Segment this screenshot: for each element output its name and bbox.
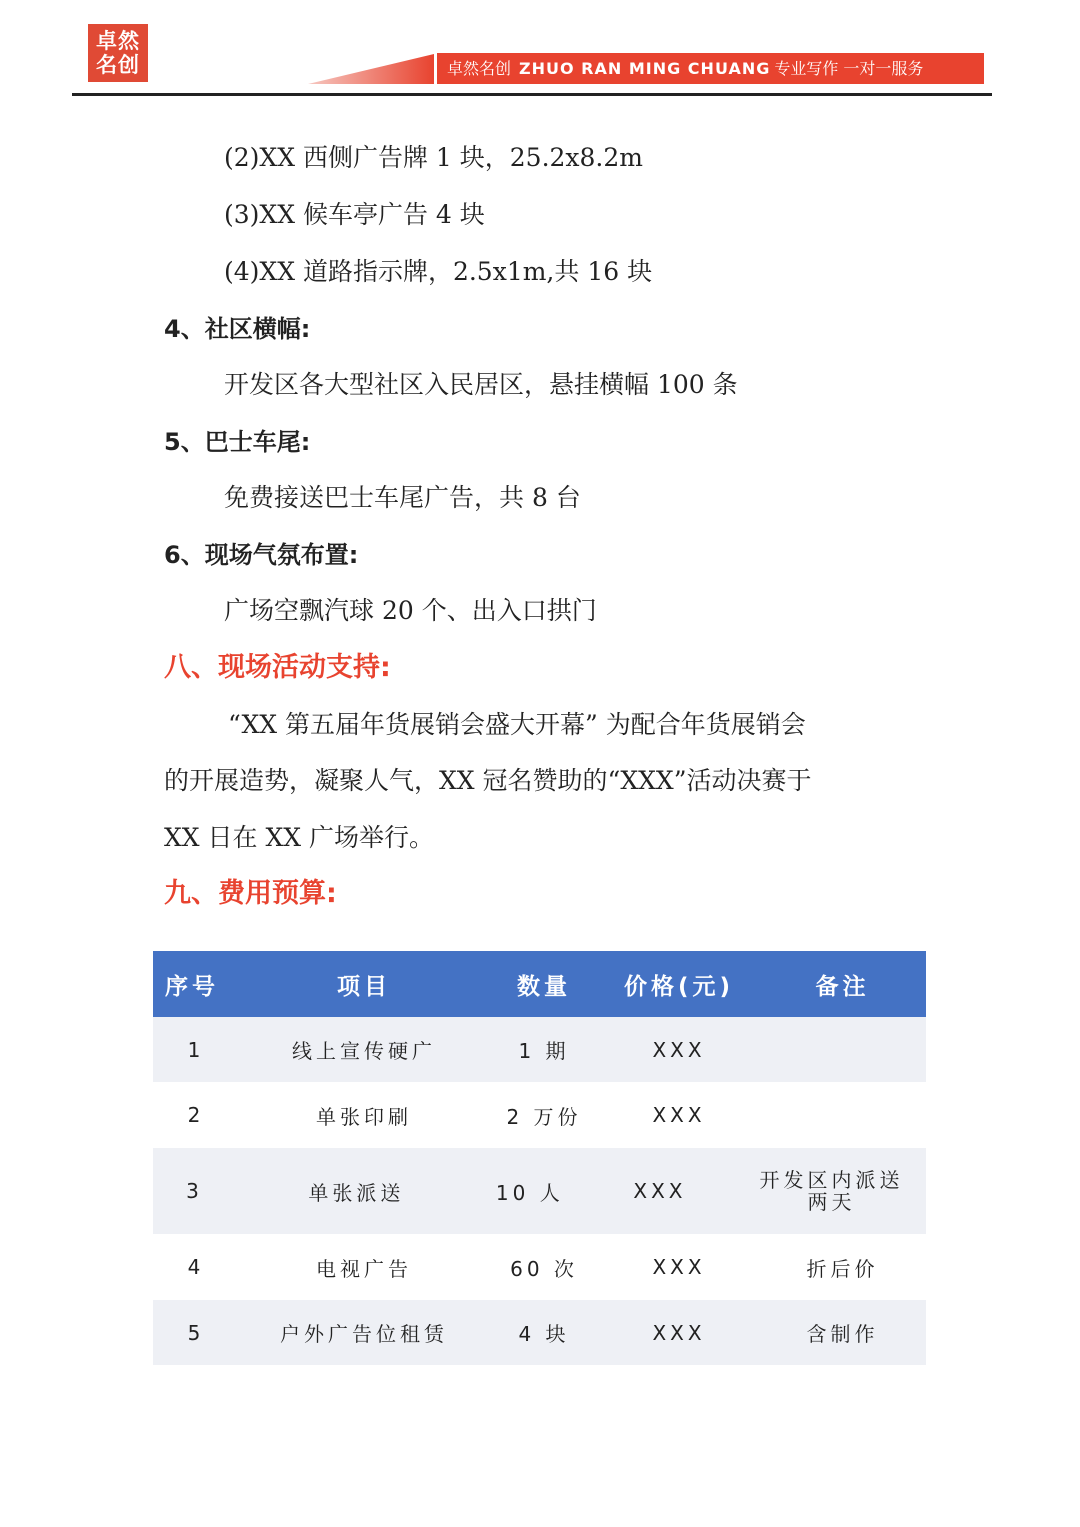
section-8-paragraph-line-2: 的开展造势，凝聚人气，XX 冠名赞助的“XXX”活动决赛于 bbox=[164, 766, 812, 795]
section-9-heading: 九、费用预算: bbox=[164, 878, 337, 909]
brand-name-cn: 卓然名创 bbox=[447, 59, 512, 78]
section-5-text: 免费接送巴士车尾广告，共 8 台 bbox=[224, 483, 581, 512]
list-item-bus-shelter: (3)XX 候车亭广告 4 块 bbox=[224, 200, 485, 229]
cell-note: 含制作 bbox=[806, 1322, 879, 1346]
list-item-road-sign: (4)XX 道路指示牌，2.5x1m,共 16 块 bbox=[224, 257, 653, 286]
cell-no: 3 bbox=[186, 1179, 203, 1203]
cell-no: 1 bbox=[187, 1037, 205, 1062]
column-header-no: 序号 bbox=[165, 973, 219, 1000]
cell-no: 2 bbox=[187, 1103, 205, 1127]
cell-quantity: 10 人 bbox=[495, 1180, 564, 1205]
cell-item: 线上宣传硬广 bbox=[292, 1039, 436, 1063]
brand-name-en: ZHUO RAN MING CHUANG bbox=[519, 59, 771, 78]
column-header-note: 备注 bbox=[815, 973, 870, 1000]
logo-line-1: 卓然 bbox=[96, 29, 140, 53]
section-4-text: 开发区各大型社区入民居区，悬挂横幅 100 条 bbox=[224, 370, 738, 399]
cell-item: 单张印刷 bbox=[316, 1104, 412, 1129]
cell-note bbox=[759, 1082, 926, 1148]
list-item-billboard: (2)XX 西侧广告牌 1 块，25.2x8.2m bbox=[224, 143, 643, 172]
header-banner bbox=[434, 53, 984, 84]
budget-table bbox=[153, 951, 926, 1365]
column-header-quantity: 数量 bbox=[517, 973, 571, 1000]
cell-quantity: 1 期 bbox=[518, 1039, 570, 1063]
section-8-paragraph-line-3: XX 日在 XX 广场举行。 bbox=[164, 823, 435, 852]
cell-price: XXX bbox=[652, 1320, 706, 1345]
cell-quantity: 4 块 bbox=[518, 1322, 570, 1346]
cell-price: XXX bbox=[652, 1255, 706, 1279]
cell-item: 单张派送 bbox=[308, 1180, 405, 1205]
table-row bbox=[153, 1234, 926, 1300]
column-header-price: 价格(元) bbox=[623, 973, 735, 1000]
section-5-heading: 5、巴士车尾: bbox=[164, 428, 311, 456]
header-divider bbox=[72, 93, 992, 96]
banner-wedge-decoration bbox=[308, 54, 434, 84]
section-4-heading: 4、社区横幅: bbox=[164, 315, 311, 343]
cell-price: XXX bbox=[633, 1179, 687, 1203]
cell-note bbox=[759, 1017, 926, 1082]
cell-no: 5 bbox=[187, 1320, 205, 1345]
cell-item: 户外广告位租赁 bbox=[280, 1322, 448, 1346]
section-8-heading: 八、现场活动支持: bbox=[164, 652, 391, 683]
cell-no: 4 bbox=[187, 1255, 205, 1279]
table-row bbox=[153, 1082, 926, 1148]
column-header-item: 项目 bbox=[337, 973, 391, 1000]
section-6-text: 广场空飘汽球 20 个、出入口拱门 bbox=[224, 596, 597, 625]
cell-note: 折后价 bbox=[806, 1256, 879, 1281]
table-row bbox=[153, 1017, 926, 1082]
brand-tagline: 专业写作 一对一服务 bbox=[774, 59, 924, 78]
table-header-row bbox=[153, 951, 926, 1017]
section-6-heading: 6、现场气氛布置: bbox=[164, 541, 359, 569]
table-row bbox=[153, 1300, 926, 1365]
cell-price: XXX bbox=[652, 1037, 706, 1062]
cell-quantity: 2 万份 bbox=[506, 1104, 582, 1129]
section-8-paragraph-line-1: “XX 第五届年货展销会盛大开幕” 为配合年货展销会 bbox=[228, 710, 806, 739]
cell-price: XXX bbox=[652, 1103, 706, 1127]
company-logo bbox=[88, 24, 148, 82]
cell-item: 电视广告 bbox=[316, 1256, 412, 1281]
cell-note: 开发区内派送两天 bbox=[759, 1168, 904, 1214]
logo-line-2: 名创 bbox=[96, 53, 140, 77]
table-row bbox=[153, 1148, 926, 1234]
cell-quantity: 60 次 bbox=[510, 1256, 578, 1281]
